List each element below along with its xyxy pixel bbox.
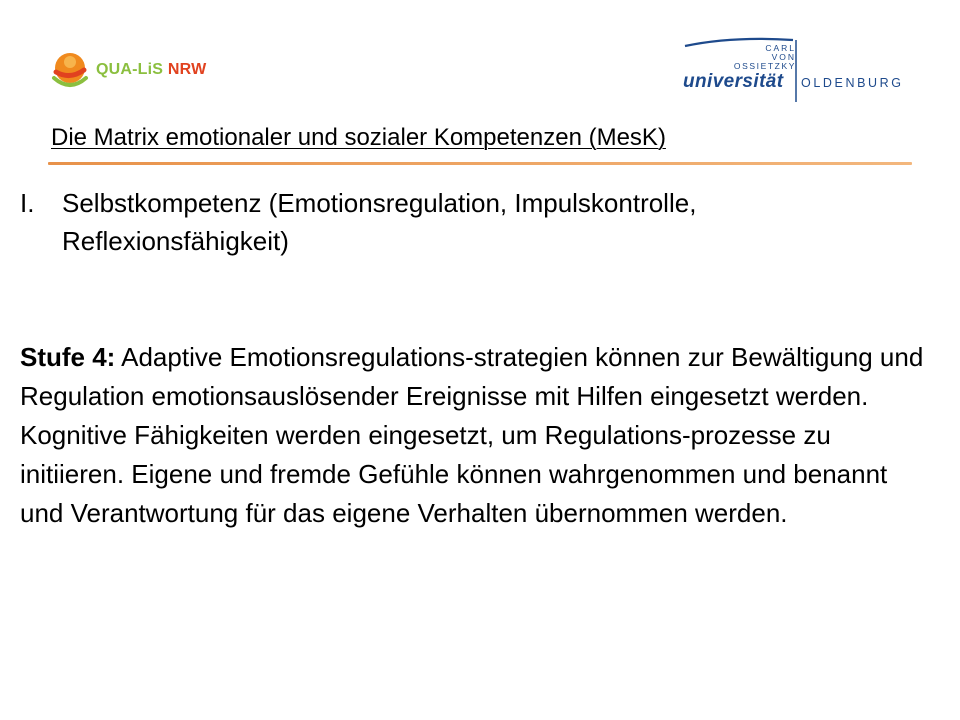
level-text: Adaptive Emotionsregulations-strategien können zur Bewältigung und Regulation emotionsauslösender Ereignisse mit Hilfen eingesetzt werden. Kognitive Fähigkeiten werden eingesetzt, um Regulations-prozesse zu initiieren. Eigene und fremde Gefühle können wahrgenommen und benannt und Verantwortung für das eigene Verhalten übernommen werden.: [20, 342, 924, 528]
page-title: Die Matrix emotionaler und sozialer Kompetenzen (MesK): [51, 124, 666, 151]
university-logo: [683, 34, 918, 104]
university-line-von: VON: [771, 52, 796, 62]
university-city: OLDENBURG: [801, 76, 904, 90]
qualis-wordmark-part2: NRW: [167, 61, 207, 78]
qualis-wordmark-part1: QUA-LiS: [96, 61, 164, 78]
level-label: Stufe 4:: [20, 342, 116, 372]
qualis-emblem-icon: [50, 48, 90, 92]
list-numeral: I.: [20, 188, 35, 218]
university-line-ossietzky: OSSIETZKY: [733, 61, 796, 71]
qualis-logo: [50, 48, 206, 92]
level-description: [20, 338, 925, 533]
university-name: universität: [683, 71, 784, 92]
title-divider: [48, 162, 912, 165]
university-line-carl: CARL: [765, 43, 796, 53]
university-arc-icon: [683, 34, 918, 104]
qualis-wordmark: [96, 61, 206, 79]
competence-heading: Selbstkompetenz (Emotionsregulation, Impulskontrolle, Reflexionsfähigkeit): [62, 188, 697, 256]
